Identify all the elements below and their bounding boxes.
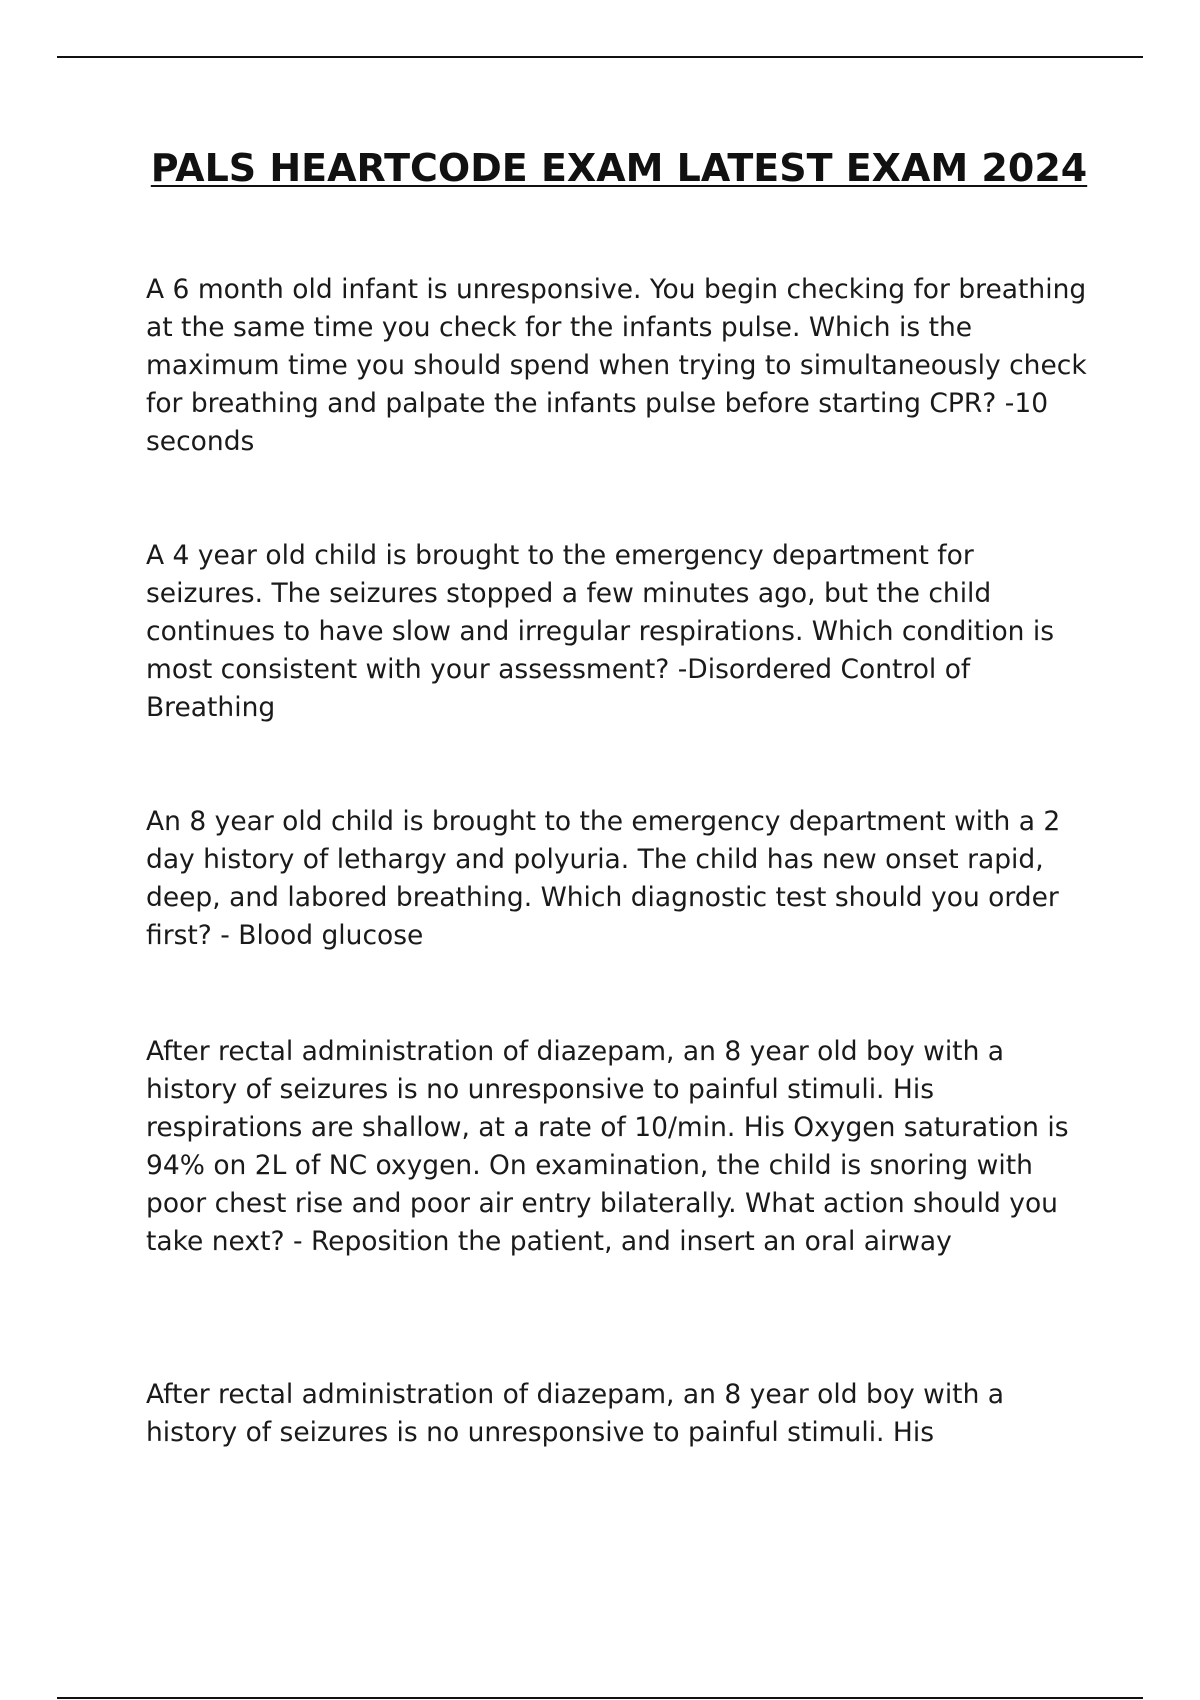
question-text: A 6 month old infant is unresponsive. You begin checking for breathing at the same time you check for the infants pulse. Which is the maximum time you should spend when trying to simultaneously check for breathing and palpate the infants pulse before starting CPR? bbox=[146, 274, 1087, 419]
qa-item bbox=[146, 1033, 1096, 1261]
answer-text: -Disordered Control of Breathing bbox=[146, 654, 971, 723]
document-title: PALS HEARTCODE EXAM LATEST EXAM 2024 bbox=[150, 146, 1088, 190]
answer-text: - Blood glucose bbox=[211, 920, 424, 951]
question-text: After rectal administration of diazepam, an 8 year old boy with a history of seizures is no unresponsive to painful stimuli. His bbox=[146, 1379, 1005, 1448]
qa-item bbox=[146, 1376, 1096, 1452]
question-text: After rectal administration of diazepam, an 8 year old boy with a history of seizures is no unresponsive to painful stimuli. His respirations are shallow, at a rate of 10/min. His Oxygen saturation is 94% on 2L of NC oxygen. On examination, the child is snoring with poor chest rise and poor air entry bilaterally. What action should you take next? bbox=[146, 1036, 1069, 1257]
header-rule bbox=[57, 56, 1143, 58]
qa-item bbox=[146, 271, 1096, 461]
qa-item bbox=[146, 803, 1096, 955]
answer-text: -10 seconds bbox=[146, 388, 1049, 457]
footer-rule bbox=[57, 1697, 1143, 1699]
question-text: A 4 year old child is brought to the emergency department for seizures. The seizures stopped a few minutes ago, but the child continues to have slow and irregular respirations. Which condition is most consistent with your assessment? bbox=[146, 540, 1055, 685]
qa-item bbox=[146, 537, 1096, 727]
question-text: An 8 year old child is brought to the emergency department with a 2 day history of lethargy and polyuria. The child has new onset rapid, deep, and labored breathing. Which diagnostic test should you order first? bbox=[146, 806, 1061, 951]
answer-text: - Reposition the patient, and insert an oral airway bbox=[284, 1226, 952, 1257]
